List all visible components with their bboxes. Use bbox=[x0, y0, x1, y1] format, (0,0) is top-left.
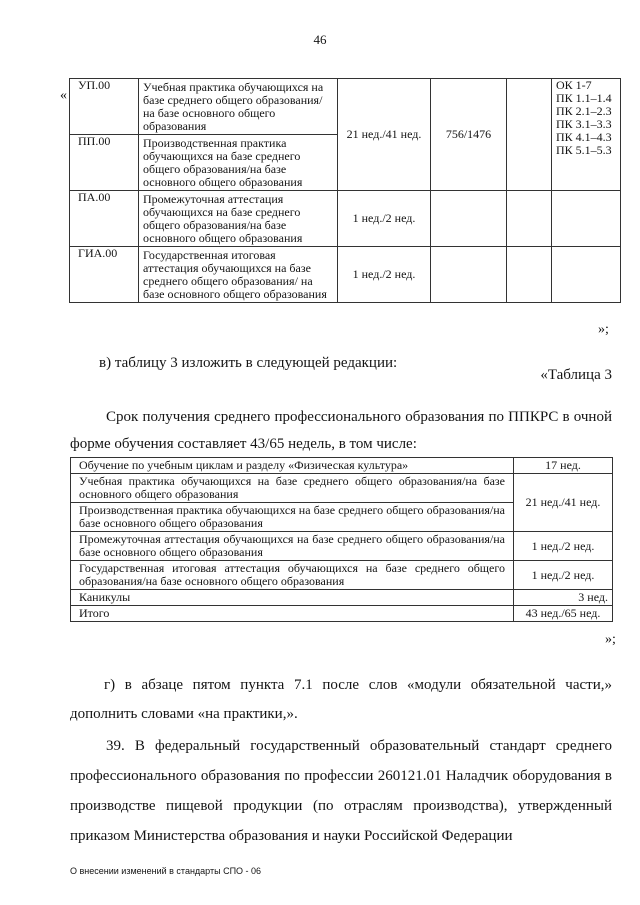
row-value: 1 нед./2 нед. bbox=[514, 532, 613, 561]
row-code: УП.00 bbox=[70, 79, 139, 135]
empty-cell bbox=[431, 191, 507, 247]
competence-item: ПК 3.1–3.3 bbox=[556, 117, 612, 131]
competence-item: ОК 1-7 bbox=[556, 78, 592, 92]
table1-open-quote: « bbox=[60, 88, 67, 103]
row-label: Итого bbox=[71, 606, 514, 622]
table3-caption: «Таблица 3 bbox=[540, 367, 612, 383]
row-code: ГИА.00 bbox=[70, 247, 139, 303]
practice-weeks: 21 нед./41 нед. bbox=[338, 79, 431, 191]
footer-note: О внесении изменений в стандарты СПО - 06 bbox=[70, 866, 262, 876]
row-name: Учебная практика обучающихся на базе среднего общего образования/на базе основного общего образования bbox=[139, 79, 338, 135]
row-value: 17 нед. bbox=[514, 458, 613, 474]
practice-value: 21 нед./41 нед. bbox=[514, 474, 613, 532]
paragraph-g: г) в абзаце пятом пункта 7.1 после слов «модули обязательной части,» дополнить словами «на практики,». bbox=[70, 677, 612, 722]
empty-cell bbox=[507, 247, 552, 303]
competence-item: ПК 5.1–5.3 bbox=[556, 143, 612, 157]
page-number: 46 bbox=[313, 32, 327, 47]
row-label: Каникулы bbox=[71, 590, 514, 606]
row-code: ПП.00 bbox=[70, 135, 139, 191]
row-weeks: 1 нед./2 нед. bbox=[338, 191, 431, 247]
row-code: ПА.00 bbox=[70, 191, 139, 247]
row-value: 43 нед./65 нед. bbox=[514, 606, 613, 622]
table-row bbox=[70, 79, 621, 135]
paragraph-intro: Срок получения среднего профессионального образования по ППКРС в очной форме обучения составляет 43/65 недель, в том числе: bbox=[70, 409, 612, 452]
row-label: Производственная практика обучающихся на базе среднего общего образования/на базе основного общего образования bbox=[71, 503, 514, 532]
table-practice-structure bbox=[69, 78, 621, 303]
paragraph-39: 39. В федеральный государственный образовательный стандарт среднего профессионального образования по профессии 260121.01 Наладчик оборудования в производстве пищевой продукции (по отраслям производства), утвержденный приказом Министерства образования и науки Российской Федерации bbox=[70, 738, 612, 844]
empty-cell bbox=[552, 247, 621, 303]
row-weeks: 1 нед./2 нед. bbox=[338, 247, 431, 303]
table1-close-quote: »; bbox=[598, 322, 609, 337]
row-value: 3 нед. bbox=[514, 590, 613, 606]
row-label: Учебная практика обучающихся на базе среднего общего образования/на базе основного общего образования bbox=[71, 474, 514, 503]
table3-close-quote: »; bbox=[605, 632, 616, 647]
table-row bbox=[71, 590, 613, 606]
empty-cell bbox=[431, 247, 507, 303]
paragraph-b: в) таблицу 3 изложить в следующей редакции: bbox=[99, 355, 398, 371]
table-row bbox=[71, 474, 613, 503]
competence-item: ПК 4.1–4.3 bbox=[556, 130, 612, 144]
row-name: Производственная практика обучающихся на базе среднего общего образования/на базе основного общего образования bbox=[139, 135, 338, 191]
row-label: Государственная итоговая аттестация обучающихся на базе среднего общего образования/на базе основного общего образования bbox=[71, 561, 514, 590]
table-row bbox=[71, 561, 613, 590]
empty-cell bbox=[507, 79, 552, 191]
competence-item: ПК 2.1–2.3 bbox=[556, 104, 612, 118]
row-name: Промежуточная аттестация обучающихся на базе среднего общего образования/на базе основного общего образования bbox=[139, 191, 338, 247]
empty-cell bbox=[552, 191, 621, 247]
competence-item: ПК 1.1–1.4 bbox=[556, 91, 612, 105]
empty-cell bbox=[507, 191, 552, 247]
table-row bbox=[71, 606, 613, 622]
table-row bbox=[70, 191, 621, 247]
table-row bbox=[71, 532, 613, 561]
row-label: Обучение по учебным циклам и разделу «Физическая культура» bbox=[71, 458, 514, 474]
row-name: Государственная итоговая аттестация обучающихся на базе среднего общего образования/ на базе основного общего образования bbox=[139, 247, 338, 303]
practice-hours: 756/1476 bbox=[431, 79, 507, 191]
table-row bbox=[70, 247, 621, 303]
row-label: Промежуточная аттестация обучающихся на базе среднего общего образования/на базе основного общего образования bbox=[71, 532, 514, 561]
row-value: 1 нед./2 нед. bbox=[514, 561, 613, 590]
table-row bbox=[71, 458, 613, 474]
table-3 bbox=[70, 457, 613, 622]
competences-cell bbox=[552, 79, 621, 191]
